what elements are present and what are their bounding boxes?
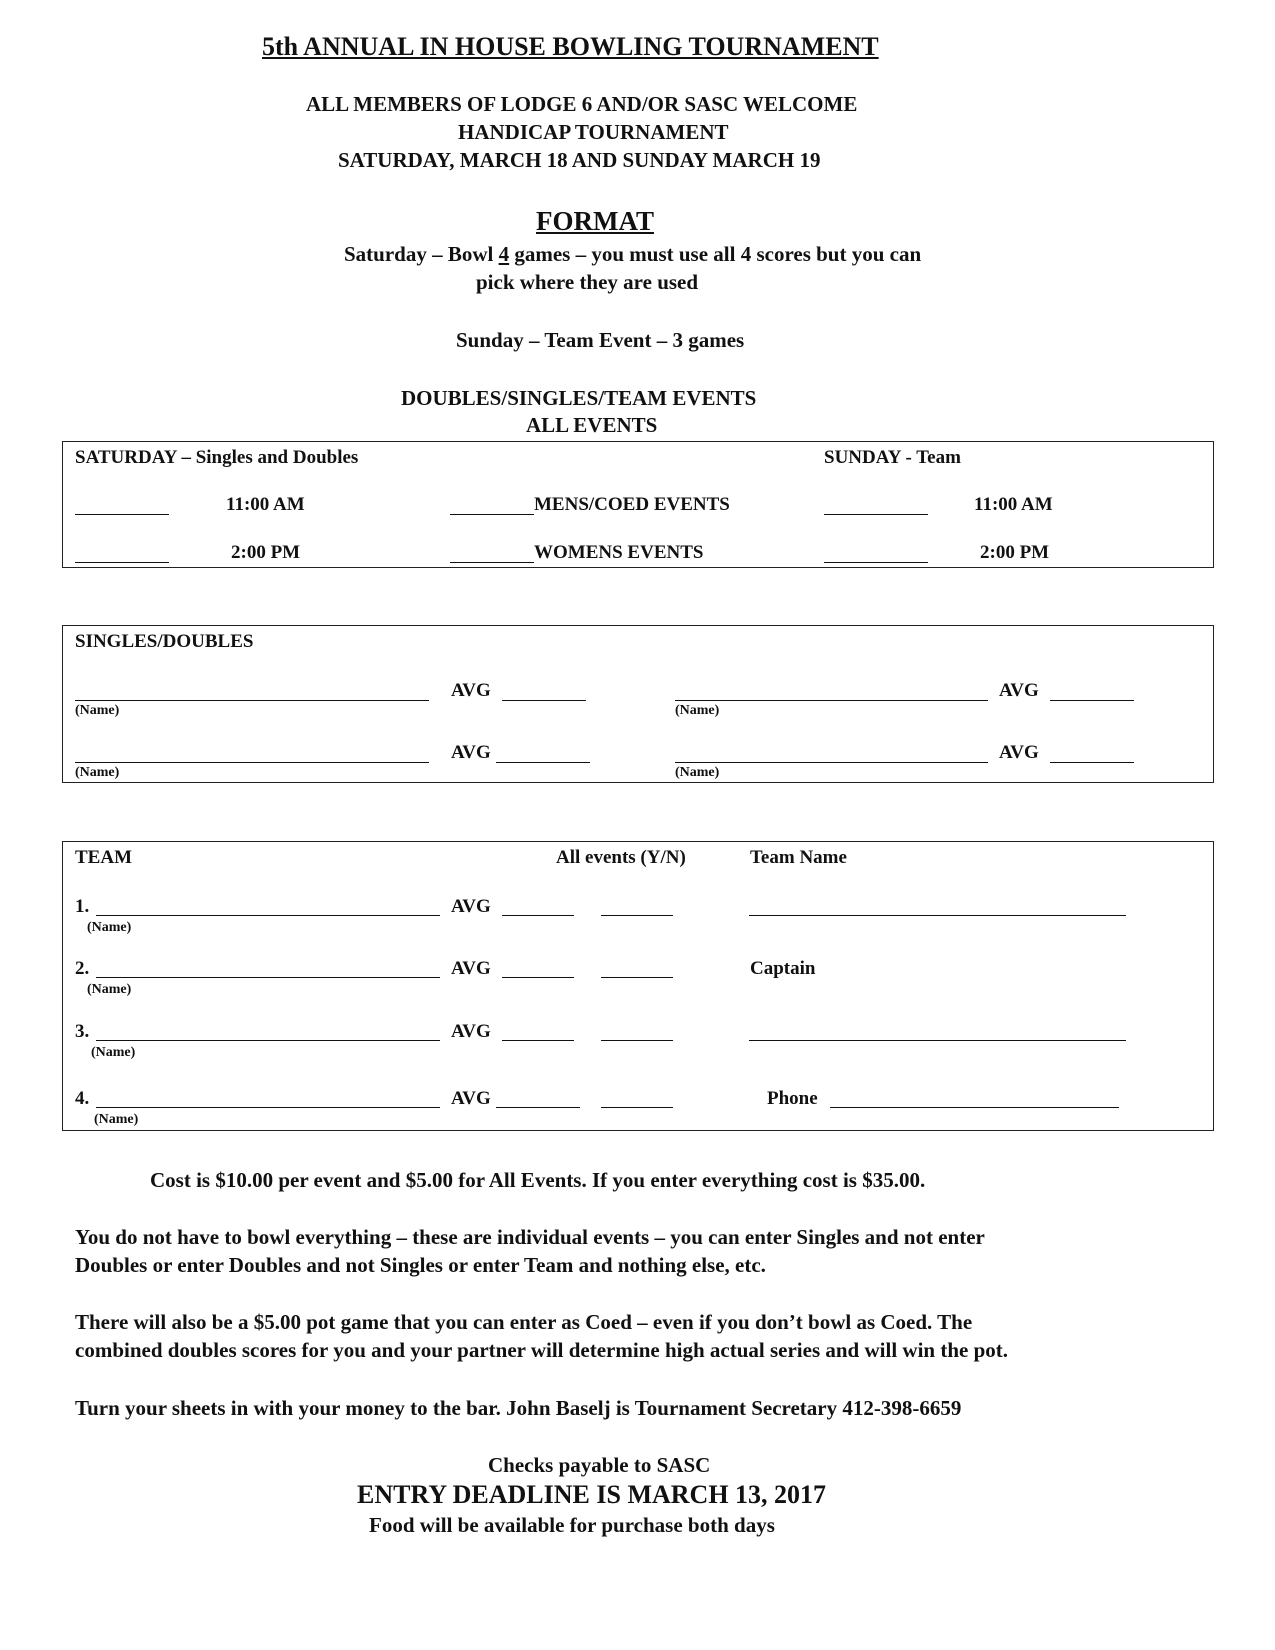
singles-name-3-field[interactable]: [75, 762, 429, 763]
dates-line: SATURDAY, MARCH 18 AND SUNDAY MARCH 19: [338, 148, 821, 172]
team-member-3-avg-field[interactable]: [502, 1040, 574, 1041]
sat-time-2: 2:00 PM: [231, 542, 301, 563]
captain-field[interactable]: [749, 1040, 1126, 1041]
name-caption: (Name): [675, 703, 720, 718]
team-name-header: Team Name: [750, 847, 847, 868]
team-member-2-avg-field[interactable]: [502, 977, 574, 978]
sat-2pm-blank[interactable]: [75, 562, 169, 563]
phone-label: Phone: [767, 1088, 818, 1109]
team-member-1-avg-field[interactable]: [502, 915, 574, 916]
format-heading: FORMAT: [536, 206, 654, 236]
name-caption: (Name): [94, 1112, 139, 1127]
singles-doubles-heading: SINGLES/DOUBLES: [75, 631, 254, 652]
sun-2pm-blank[interactable]: [824, 562, 928, 563]
info-paragraph-1-line-2: Doubles or enter Doubles and not Singles or enter Team and nothing else, etc.: [75, 1253, 766, 1277]
avg-label: AVG: [451, 896, 491, 917]
avg-label: AVG: [451, 1088, 491, 1109]
womens-blank[interactable]: [450, 562, 534, 563]
mens-blank[interactable]: [450, 514, 534, 515]
name-caption: (Name): [87, 920, 132, 935]
saturday-format-cont: pick where they are used: [476, 270, 699, 294]
entry-deadline: ENTRY DEADLINE IS MARCH 13, 2017: [357, 1480, 827, 1509]
checks-payable: Checks payable to SASC: [488, 1453, 711, 1477]
row-number: 3.: [75, 1021, 90, 1042]
team-box: [62, 841, 1214, 1131]
sun-time-2: 2:00 PM: [980, 542, 1050, 563]
document-title: 5th ANNUAL IN HOUSE BOWLING TOURNAMENT: [262, 32, 879, 61]
info-paragraph-2-line-1: There will also be a $5.00 pot game that you can enter as Coed – even if you don’t bowl as Coed. The: [75, 1310, 973, 1334]
womens-label: WOMENS EVENTS: [534, 542, 704, 563]
singles-avg-4-field[interactable]: [1050, 762, 1134, 763]
name-caption: (Name): [87, 982, 132, 997]
team-member-1-name-field[interactable]: [96, 915, 440, 916]
avg-label: AVG: [999, 742, 1039, 763]
singles-avg-1-field[interactable]: [502, 700, 586, 701]
row-number: 4.: [75, 1088, 90, 1109]
info-paragraph-3: Turn your sheets in with your money to the bar. John Baselj is Tournament Secretary 412-398-6659: [75, 1396, 962, 1420]
team-member-4-name-field[interactable]: [96, 1107, 440, 1108]
avg-label: AVG: [451, 742, 491, 763]
saturday-label: SATURDAY – Singles and Doubles: [75, 447, 359, 468]
avg-label: AVG: [451, 958, 491, 979]
name-caption: (Name): [75, 765, 120, 780]
team-member-2-name-field[interactable]: [96, 977, 440, 978]
team-member-3-all-events-field[interactable]: [601, 1040, 673, 1041]
name-caption: (Name): [75, 703, 120, 718]
welcome-line: ALL MEMBERS OF LODGE 6 AND/OR SASC WELCOME: [306, 92, 858, 116]
row-number: 2.: [75, 958, 90, 979]
sat-time-1: 11:00 AM: [226, 494, 305, 515]
cost-line: Cost is $10.00 per event and $5.00 for All Events. If you enter everything cost is $35.00.: [150, 1168, 926, 1192]
captain-label: Captain: [750, 958, 816, 979]
name-caption: (Name): [91, 1045, 136, 1060]
row-number: 1.: [75, 896, 90, 917]
phone-field[interactable]: [830, 1107, 1119, 1108]
singles-name-1-field[interactable]: [75, 700, 429, 701]
team-member-1-all-events-field[interactable]: [601, 915, 673, 916]
avg-label: AVG: [999, 680, 1039, 701]
team-member-4-all-events-field[interactable]: [601, 1107, 673, 1108]
handicap-line: HANDICAP TOURNAMENT: [458, 120, 729, 144]
sunday-format: Sunday – Team Event – 3 games: [456, 328, 745, 352]
sun-time-1: 11:00 AM: [974, 494, 1053, 515]
team-member-2-all-events-field[interactable]: [601, 977, 673, 978]
name-caption: (Name): [675, 765, 720, 780]
avg-label: AVG: [451, 680, 491, 701]
singles-avg-3-field[interactable]: [496, 762, 590, 763]
sun-11am-blank[interactable]: [824, 514, 928, 515]
team-member-4-avg-field[interactable]: [496, 1107, 580, 1108]
sat-11am-blank[interactable]: [75, 514, 169, 515]
team-heading: TEAM: [75, 847, 132, 868]
mens-coed-label: MENS/COED EVENTS: [534, 494, 730, 515]
team-name-field[interactable]: [749, 915, 1126, 916]
singles-avg-2-field[interactable]: [1050, 700, 1134, 701]
info-paragraph-1-line-1: You do not have to bowl everything – these are individual events – you can enter Singles and not enter: [75, 1225, 985, 1249]
singles-name-2-field[interactable]: [675, 700, 988, 701]
avg-label: AVG: [451, 1021, 491, 1042]
saturday-format: Saturday – Bowl 4 games – you must use all 4 scores but you can: [344, 242, 922, 266]
sunday-label: SUNDAY - Team: [824, 447, 961, 468]
all-events-line: ALL EVENTS: [526, 413, 658, 437]
info-paragraph-2-line-2: combined doubles scores for you and your partner will determine high actual series and will win the pot.: [75, 1338, 1008, 1362]
food-note: Food will be available for purchase both days: [369, 1513, 775, 1537]
singles-name-4-field[interactable]: [675, 762, 988, 763]
events-line: DOUBLES/SINGLES/TEAM EVENTS: [401, 386, 757, 410]
team-member-3-name-field[interactable]: [96, 1040, 440, 1041]
all-events-header: All events (Y/N): [556, 847, 686, 868]
